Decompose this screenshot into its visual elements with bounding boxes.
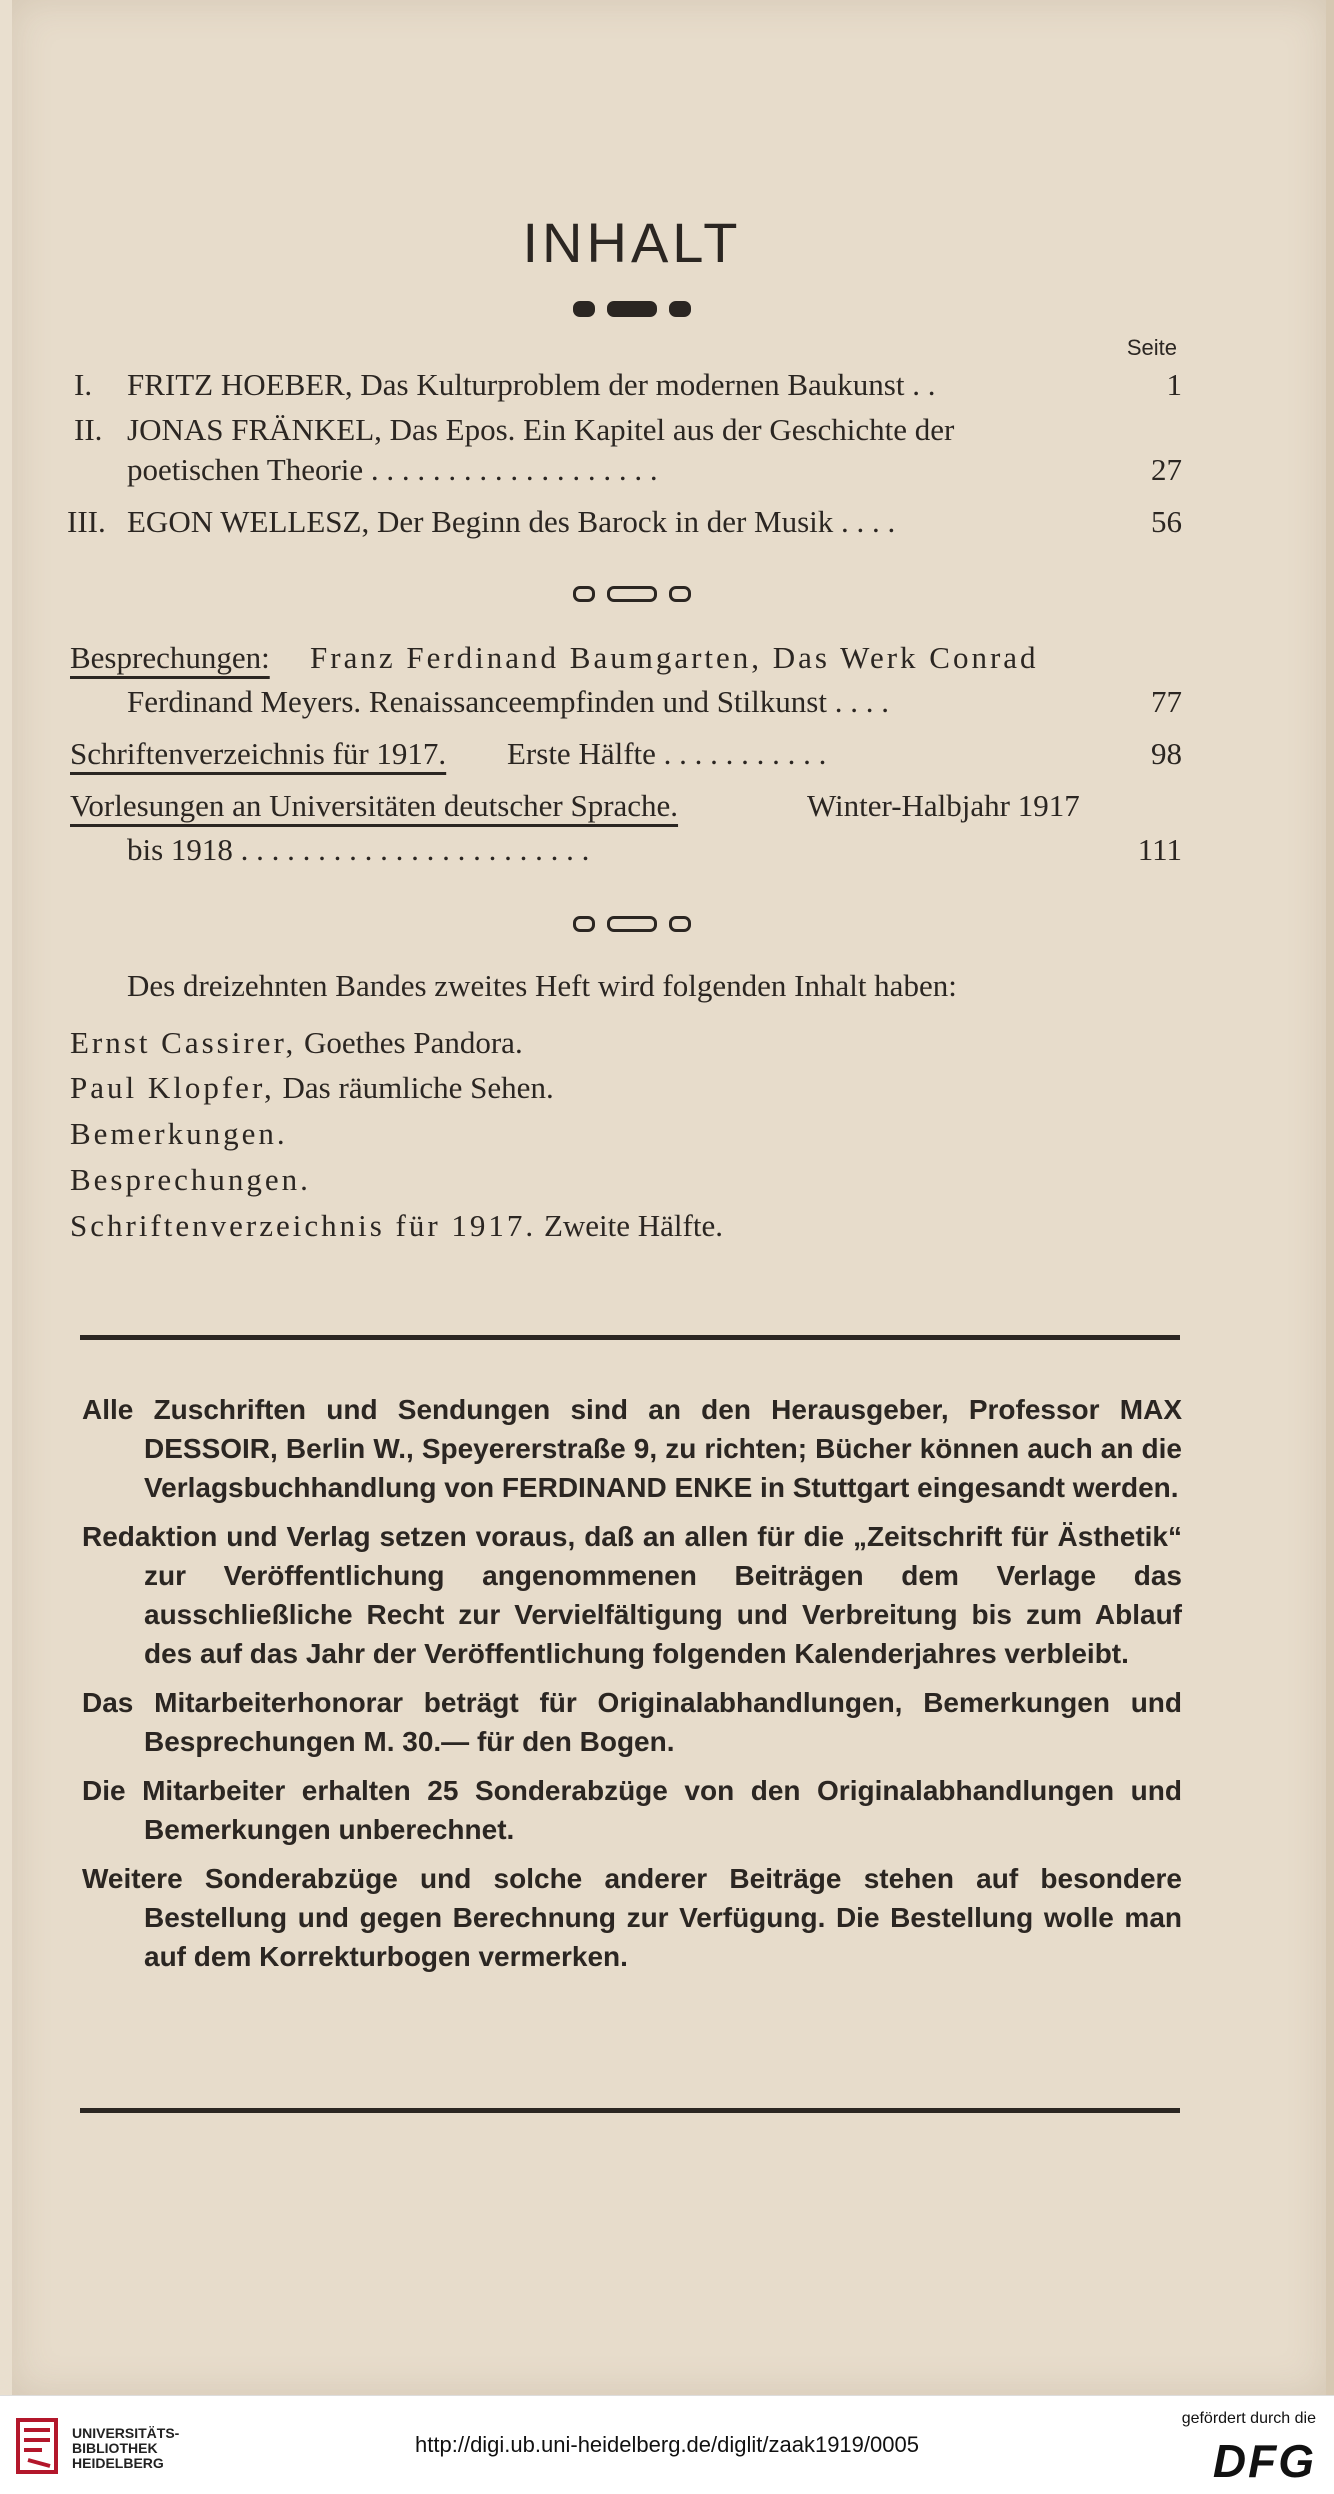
vorlesungen-text: bis 1918 . . . . . . . . . . . . . . . . . . . . . . . bbox=[127, 832, 590, 867]
toc-entry-2 bbox=[12, 410, 1182, 450]
ornament-middle-1 bbox=[12, 585, 1252, 603]
library-line: HEIDELBERG bbox=[72, 2455, 164, 2471]
besprechungen-text: Ferdinand Meyers. Renaissanceempfinden und Stilkunst . . . . bbox=[127, 684, 889, 719]
toc-entry-3 bbox=[12, 502, 1182, 542]
vorlesungen-text: Winter-Halbjahr 1917 bbox=[807, 788, 1080, 823]
toc-text: JONAS FRÄNKEL, Das Epos. Ein Kapitel aus der Geschichte der bbox=[127, 412, 955, 447]
item-author: Bemerkungen. bbox=[70, 1116, 288, 1151]
item-author: Besprechungen. bbox=[70, 1162, 311, 1197]
ornament-middle-2 bbox=[12, 915, 1252, 933]
item-title: Goethes Pandora. bbox=[304, 1025, 523, 1060]
next-issue-item bbox=[70, 1208, 723, 1244]
notice-paragraph: Weitere Sonderabzüge und solche anderer Beiträge stehen auf besondere Bestellung und gegen Berechnung zur Verfügung. Die Bestellung wolle man auf dem Korrekturbogen vermerken. bbox=[82, 1863, 1182, 1972]
library-line: UNIVERSITÄTS- bbox=[72, 2425, 180, 2441]
notice-paragraph: Das Mitarbeiterhonorar beträgt für Originalabhandlungen, Bemerkungen und Besprechungen M. 30.— für den Bogen. bbox=[82, 1687, 1182, 1757]
schriften-text: Erste Hälfte . . . . . . . . . . . bbox=[507, 736, 827, 771]
toc-text: FRITZ HOEBER, Das Kulturproblem der modernen Baukunst . . bbox=[127, 367, 936, 402]
notice-paragraph: Redaktion und Verlag setzen voraus, daß an allen für die „Zeitschrift für Ästhetik“ zur Veröffentlichung angenommenen Beiträgen dem Verlage das ausschließliche Recht zur Vervielfältigung und Verbreitung bis zum Ablauf des auf das Jahr der Veröffentlichung folgenden Kalenderjahres verbleibt. bbox=[82, 1521, 1182, 1669]
notice-paragraph: Alle Zuschriften und Sendungen sind an den Herausgeber, Professor MAX DESSOIR, Berlin W., Speyererstraße 9, zu richten; Bücher können auch an die Verlagsbuchhandlung von FERDINAND ENKE in Stuttgart eingesandt werden. bbox=[82, 1394, 1182, 1503]
toc-text: EGON WELLESZ, Der Beginn des Barock in der Musik . . . . bbox=[127, 504, 896, 539]
besprechungen-entry bbox=[12, 638, 1182, 870]
vorlesungen-label: Vorlesungen an Universitäten deutscher Sprache. bbox=[70, 788, 679, 823]
toc-roman: I. bbox=[74, 367, 93, 402]
toc-entry-2-cont bbox=[12, 450, 1182, 490]
schriften-page: 98 bbox=[1151, 736, 1182, 771]
seite-label: Seite bbox=[1126, 335, 1177, 360]
permalink-url[interactable]: http://digi.ub.uni-heidelberg.de/diglit/zaak1919/0005 bbox=[415, 2432, 919, 2457]
toc-list bbox=[12, 365, 1182, 542]
toc-roman: II. bbox=[74, 412, 103, 447]
notices bbox=[82, 1390, 1182, 1976]
schriften-label: Schriftenverzeichnis für 1917. bbox=[70, 736, 447, 771]
besprechungen-page: 77 bbox=[1151, 684, 1182, 719]
funded-by-label: gefördert durch die bbox=[1181, 2410, 1316, 2427]
toc-page: 27 bbox=[1151, 452, 1182, 487]
next-issue-item bbox=[70, 1116, 288, 1152]
toc-page: 1 bbox=[1166, 367, 1182, 402]
page-edge bbox=[1326, 0, 1334, 2395]
besprechungen-text: Franz Ferdinand Baumgarten, Das Werk Conrad bbox=[310, 640, 1039, 675]
item-title: Das räumliche Sehen. bbox=[282, 1070, 554, 1105]
ornament-top bbox=[12, 300, 1252, 318]
next-issue-intro: Des dreizehnten Bandes zweites Heft wird folgenden Inhalt haben: bbox=[127, 968, 957, 1003]
vorlesungen-entry bbox=[12, 786, 1182, 826]
item-title: Zweite Hälfte. bbox=[543, 1208, 723, 1243]
next-issue-item bbox=[70, 1162, 311, 1198]
divider-rule-top bbox=[80, 1335, 1180, 1340]
viewer-footer bbox=[0, 2395, 1334, 2494]
toc-entry-1 bbox=[12, 365, 1182, 405]
item-author: Paul Klopfer, bbox=[70, 1070, 275, 1105]
vorlesungen-page: 111 bbox=[1137, 832, 1182, 867]
dfg-logo: DFG bbox=[1212, 2435, 1316, 2487]
besprechungen-label: Besprechungen: bbox=[70, 640, 270, 675]
item-author: Schriftenverzeichnis für 1917. bbox=[70, 1208, 537, 1243]
next-issue-item bbox=[70, 1070, 554, 1106]
paper bbox=[12, 0, 1327, 2395]
library-line: BIBLIOTHEK bbox=[72, 2440, 158, 2456]
item-author: Ernst Cassirer, bbox=[70, 1025, 297, 1060]
divider-rule-bottom bbox=[80, 2108, 1180, 2113]
notice-paragraph: Die Mitarbeiter erhalten 25 Sonderabzüge von den Originalabhandlungen und Bemerkungen unberechnet. bbox=[82, 1775, 1182, 1845]
page-title: INHALT bbox=[522, 211, 742, 274]
next-issue-item bbox=[70, 1025, 523, 1061]
schriften-entry bbox=[12, 734, 1182, 774]
toc-text: poetischen Theorie . . . . . . . . . . . . . . . . . . . bbox=[127, 452, 658, 487]
toc-roman: III. bbox=[67, 504, 106, 539]
toc-page: 56 bbox=[1151, 504, 1182, 539]
